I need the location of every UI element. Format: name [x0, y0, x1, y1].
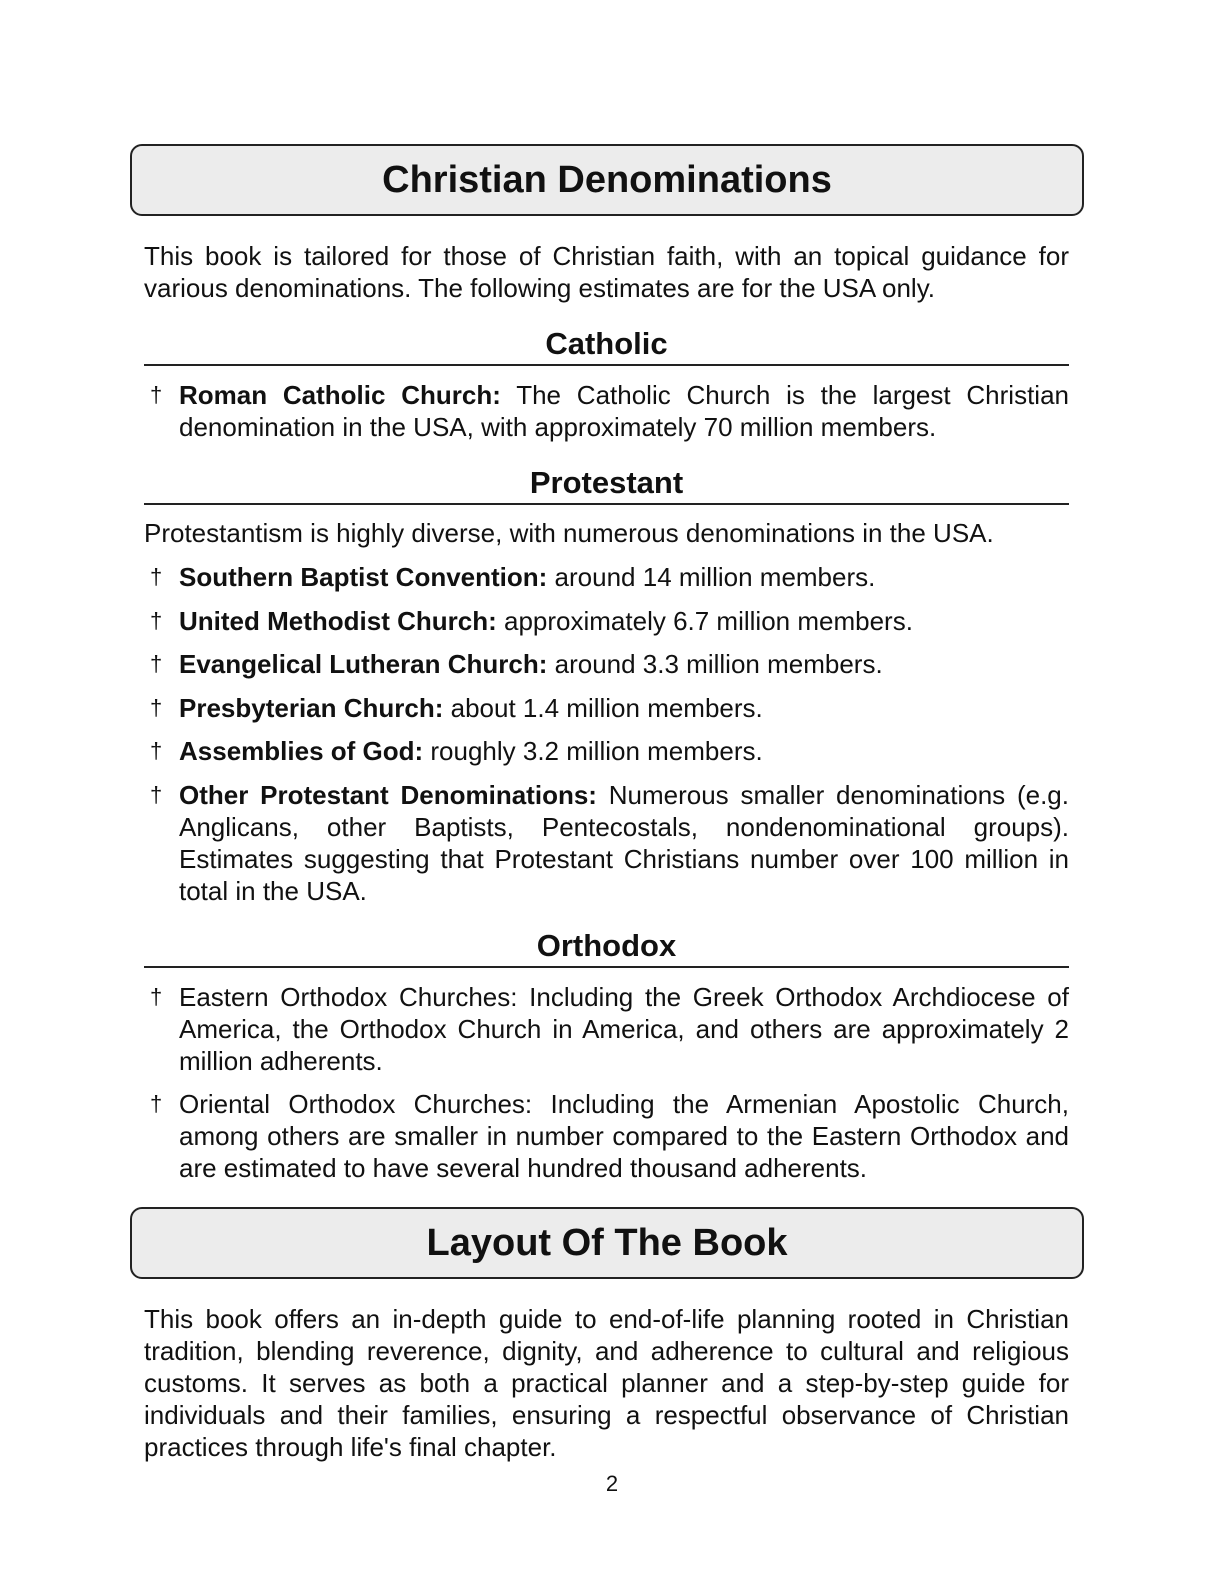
cross-bullet-icon: † — [150, 695, 163, 720]
section-title-text: Christian Denominations — [382, 158, 832, 201]
cross-bullet-icon: † — [150, 738, 163, 763]
protestant-intro: Protestantism is highly diverse, with numerous denominations in the USA. — [144, 518, 994, 548]
page-number: 2 — [605, 1471, 619, 1496]
section-title-layout — [130, 1207, 1084, 1279]
list-item — [144, 379, 1069, 443]
item-name: Evangelical Lutheran Church: — [179, 649, 548, 679]
list-item — [144, 735, 1069, 767]
item-name: Southern Baptist Convention: — [179, 562, 548, 592]
item-name: United Methodist Church: — [179, 606, 497, 636]
list-item — [144, 561, 1069, 593]
cross-bullet-icon: † — [150, 382, 163, 407]
section-title-denominations — [130, 144, 1084, 216]
intro-paragraph: This book is tailored for those of Christian faith, with an topical guidance for various denominations. The following estimates are for the USA only. — [144, 241, 1069, 303]
item-text: roughly 3.2 million members. — [423, 736, 763, 766]
cross-bullet-icon: † — [150, 984, 163, 1009]
list-item — [144, 1088, 1069, 1184]
item-text: The Catholic Church is the largest Christian denomination in the USA, with approximately 70 million members. — [179, 380, 1069, 442]
item-name: Presbyterian Church: — [179, 693, 444, 723]
item-name: Other Protestant Denominations: — [179, 780, 597, 810]
list-item — [144, 648, 1069, 680]
list-item — [144, 981, 1069, 1077]
heading-orthodox: Orthodox — [144, 926, 1069, 968]
item-name: Assemblies of God: — [179, 736, 424, 766]
heading-protestant: Protestant — [144, 463, 1069, 505]
cross-bullet-icon: † — [150, 1091, 163, 1116]
cross-bullet-icon: † — [150, 782, 163, 807]
cross-bullet-icon: † — [150, 651, 163, 676]
section-title-text: Layout Of The Book — [426, 1221, 788, 1264]
item-text: Numerous smaller denominations (e.g. Anglicans, other Baptists, Pentecostals, nondenominational groups). Estimates suggesting that Protestant Christians number over 100 million in total in the USA. — [179, 780, 1069, 906]
list-item — [144, 692, 1069, 724]
item-text: approximately 6.7 million members. — [496, 606, 913, 636]
list-item — [144, 779, 1069, 907]
item-text: Oriental Orthodox Churches: Including the Armenian Apostolic Church, among others are smaller in number compared to the Eastern Orthodox and are estimated to have several hundred thousand adherents. — [179, 1089, 1069, 1183]
item-text: around 14 million members. — [547, 562, 876, 592]
cross-bullet-icon: † — [150, 608, 163, 633]
item-text: about 1.4 million members. — [443, 693, 763, 723]
list-item — [144, 605, 1069, 637]
cross-bullet-icon: † — [150, 564, 163, 589]
layout-paragraph: This book offers an in-depth guide to end-of-life planning rooted in Christian tradition, blending reverence, dignity, and adherence to cultural and religious customs. It serves as both a practical planner and a step-by-step guide for individuals and their families, ensuring a respectful observance of Christian practices through life's final chapter. — [144, 1304, 1069, 1462]
item-name: Roman Catholic Church: — [179, 380, 501, 410]
item-text: Eastern Orthodox Churches: Including the Greek Orthodox Archdiocese of America, the Orthodox Church in America, and others are approximately 2 million adherents. — [179, 982, 1069, 1076]
heading-catholic: Catholic — [144, 324, 1069, 366]
item-text: around 3.3 million members. — [547, 649, 883, 679]
